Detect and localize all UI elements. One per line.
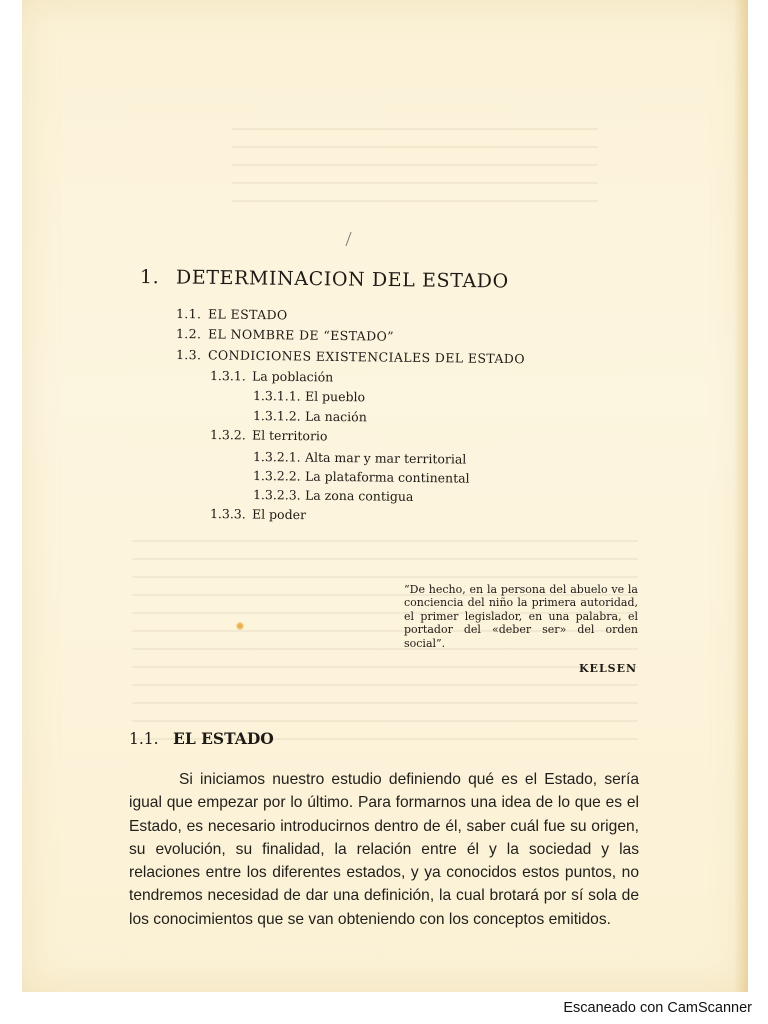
- toc-number: 1.3.1.2.: [252, 408, 301, 424]
- toc-item: [253, 487, 414, 504]
- toc-item: [253, 388, 365, 404]
- toc-label: La plataforma continental: [304, 468, 470, 486]
- toc-number: 1.3.1.1.: [252, 388, 301, 404]
- chapter-title: [140, 266, 509, 293]
- toc-label: La nación: [304, 408, 367, 425]
- toc-number: 1.3.3.: [209, 506, 246, 522]
- paper-stain: [236, 622, 244, 630]
- toc-item: [176, 306, 288, 322]
- toc-item: [253, 468, 470, 486]
- toc-label: La población: [251, 368, 334, 385]
- epigraph-quote: “De hecho, en la persona del abuelo ve la conciencia del niño la primera autoridad, el primer legislador, en una palabra, el portador del «deber ser» del orden social”.: [404, 583, 638, 650]
- epigraph-author: KELSEN: [579, 662, 638, 675]
- section-heading: [129, 729, 274, 748]
- page-edge-shadow: [734, 0, 748, 992]
- toc-item: [253, 408, 367, 424]
- toc-label: El poder: [251, 506, 307, 523]
- toc-item: [210, 506, 306, 522]
- section-number: 1.1.: [129, 730, 159, 748]
- chapter-number: 1.: [139, 266, 160, 289]
- toc-label: El pueblo: [304, 388, 366, 405]
- toc-label: EL NOMBRE DE “ESTADO”: [207, 326, 395, 344]
- toc-number: 1.1.: [175, 306, 202, 322]
- toc-number: 1.2.: [175, 326, 202, 342]
- toc-label: El territorio: [251, 427, 328, 444]
- toc-number: 1.3.2.2.: [252, 468, 301, 484]
- toc-label: CONDICIONES EXISTENCIALES DEL ESTADO: [207, 347, 526, 367]
- chapter-title-text: DETERMINACION DEL ESTADO: [175, 266, 509, 293]
- toc-item: [210, 368, 333, 385]
- toc-number: 1.3.2.: [209, 427, 246, 443]
- toc-label: La zona contigua: [304, 487, 414, 504]
- toc-number: 1.3.2.3.: [252, 487, 301, 503]
- toc-number: 1.3.2.1.: [252, 449, 301, 465]
- body-paragraph: Si iniciamos nuestro estudio definiendo qué es el Estado, sería igual que empezar por lo último. Para formarnos una idea de lo que es el Estado, es necesario introducirnos dentro de él, saber cuál fue su origen, su evolución, su finalidad, la relación entre él y la sociedad y las relaciones entre los diferentes estados, y ya conocidos estos puntos, no tendremos necesidad de dar una definición, la cual brotará por sí sola de los conocimientos que se van obteniendo con los conceptos emitidos.: [129, 771, 639, 928]
- toc-number: 1.3.: [175, 347, 202, 363]
- toc-item: [176, 326, 394, 344]
- toc-item: [253, 449, 467, 467]
- toc-item: [210, 427, 328, 443]
- toc-number: 1.3.1.: [209, 368, 246, 384]
- toc-label: Alta mar y mar territorial: [304, 449, 467, 467]
- section-title: EL ESTADO: [173, 729, 274, 748]
- scanner-watermark: Escaneado con CamScanner: [563, 1000, 752, 1016]
- toc-label: EL ESTADO: [207, 306, 288, 323]
- bleed-through-text: [232, 128, 598, 218]
